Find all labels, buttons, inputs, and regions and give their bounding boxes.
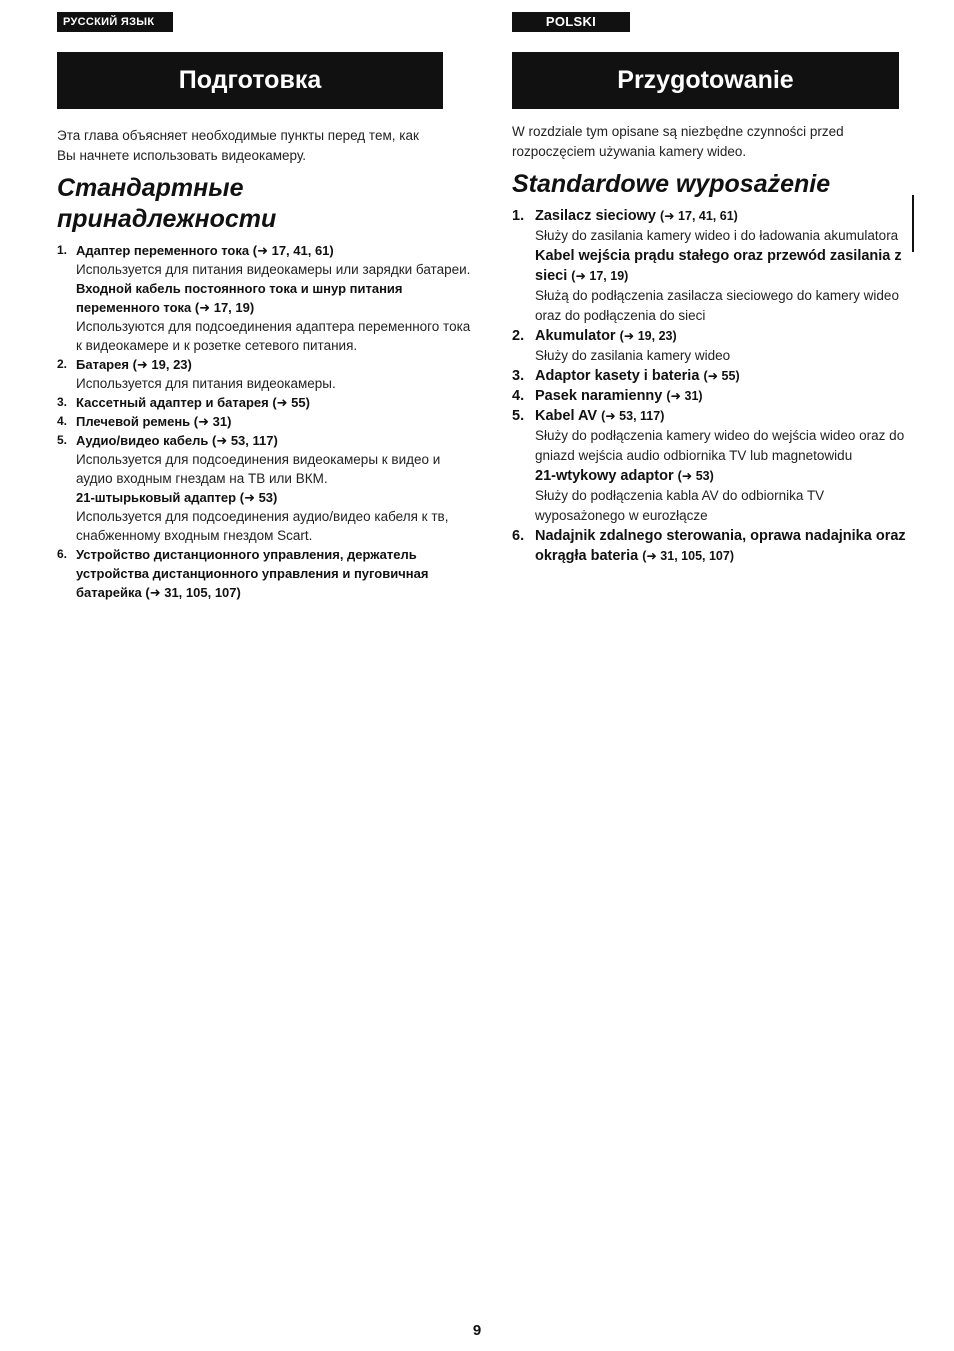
chapter-title: Подготовка [57,52,443,109]
item-description: Służy do zasilania kamery wideo i do ładowania akumulatora [535,228,899,243]
list-item [57,545,477,602]
item-title [535,206,907,226]
item-number: 2. [512,328,525,344]
item-description: Используется для питания видеокамеры или зарядки батареи. [76,262,471,277]
item-title-text: Батарея [76,357,129,372]
page-reference: (➜ 17, 19) [571,269,629,283]
chapter-title: Przygotowanie [512,52,899,109]
list-item [512,406,907,526]
item-number: 4. [57,414,68,428]
accessory-list [57,241,477,602]
sub-item-description: Используются для подсоединения адаптера переменного тока к видеокамере и к розетке сетевого питания. [76,319,471,353]
page-reference: (➜ 53) [677,469,714,483]
sub-item-title [76,488,477,507]
page-reference: (➜ 31) [666,389,703,403]
item-title-text: Zasilacz sieciowy [535,208,656,224]
page-reference: (➜ 31, 105, 107) [145,585,241,600]
language-tag: РУССКИЙ ЯЗЫК [57,12,173,32]
item-number: 5. [57,433,68,447]
sub-item-description: Służą do podłączenia zasilacza sieciowego do kamery wideo oraz do podłączenia do sieci [535,288,899,323]
margin-marker-line [912,195,914,252]
intro-text: W rozdziale tym opisane są niezbędne czynności przed rozpoczęciem używania kamery wideo. [512,124,844,159]
item-title [535,326,907,346]
item-number: 3. [57,395,68,409]
sub-item-title-text: Входной кабель постоянного тока и шнур питания переменного тока [76,281,403,315]
sub-item-description: Используется для подсоединения аудио/видео кабеля к тв, снабженному входным гнездом Scart. [76,509,449,543]
list-item [57,393,477,412]
item-title-text: Adaptor kasety i bateria [535,368,700,384]
page-reference: (➜ 19, 23) [619,329,677,343]
item-title [535,526,907,566]
item-number: 1. [512,208,525,224]
item-number: 1. [57,243,68,257]
intro-text: Эта глава объясняет необходимые пункты перед тем, как Вы начнете использовать видеокамеру. [57,128,419,163]
list-item [57,431,477,545]
item-number: 4. [512,388,525,404]
item-number: 2. [57,357,68,371]
sub-item-description: Służy do podłączenia kabla AV do odbiornika TV wyposażonego w eurozłącze [535,488,825,523]
item-title-text: Устройство дистанционного управления, держатель устройства дистанционного управления и пуговичная батарейка [76,547,429,600]
list-item [57,241,477,355]
item-title [76,241,477,260]
page-reference: (➜ 19, 23) [132,357,192,372]
page-number: 9 [472,1322,482,1339]
item-title-text: Akumulator [535,328,616,344]
sub-item-title [535,466,907,486]
accessory-list [512,206,907,566]
item-description: Służy do podłączenia kamery wideo do wejścia wideo oraz do gniazd wejścia audio odbiornika TV lub magnetowidu [535,428,905,463]
page-reference: (➜ 31, 105, 107) [642,549,734,563]
item-title [76,412,477,431]
item-title [535,366,907,386]
item-title [535,406,907,426]
item-number: 6. [57,547,68,561]
item-title [76,355,477,374]
item-number: 3. [512,368,525,384]
item-description: Используется для подсоединения видеокамеры к видео и аудио входным гнездам на ТВ или ВКМ. [76,452,441,486]
section-heading: Standardowe wyposażenie [512,170,831,198]
page-reference: (➜ 17, 41, 61) [659,209,738,223]
list-item [57,412,477,431]
list-item [512,366,907,386]
item-title [76,545,477,602]
item-title-text: Плечевой ремень [76,414,191,429]
page-reference: (➜ 53, 117) [601,409,665,423]
list-item [512,326,907,366]
page-reference: (➜ 53, 117) [211,433,278,448]
page-reference: (➜ 53) [239,490,278,505]
item-title [535,386,907,406]
page-reference: (➜ 55) [703,369,740,383]
item-number: 5. [512,408,525,424]
page-reference: (➜ 17, 41, 61) [252,243,334,258]
list-item [512,206,907,326]
item-title [76,393,477,412]
item-title [76,431,477,450]
sub-item-title-text: 21-штырьковый адаптер [76,490,237,505]
sub-item-title-text: Kabel wejścia prądu stałego oraz przewód zasilania z sieci [535,248,902,284]
item-title-text: Nadajnik zdalnego sterowania, oprawa nadajnika oraz okrągła bateria [535,528,906,564]
sub-item-title-text: 21-wtykowy adaptor [535,468,674,484]
section-heading: Стандартные принадлежности [57,174,277,233]
item-number: 6. [512,528,525,544]
item-description: Służy do zasilania kamery wideo [535,348,731,363]
item-title-text: Кассетный адаптер и батарея [76,395,269,410]
page-reference: (➜ 31) [193,414,232,429]
page-reference: (➜ 55) [272,395,310,410]
item-title-text: Kabel AV [535,408,598,424]
page-reference: (➜ 17, 19) [194,300,255,315]
item-title-text: Pasek naramienny [535,388,663,404]
list-item [512,386,907,406]
item-title-text: Аудио/видео кабель [76,433,209,448]
item-description: Используется для питания видеокамеры. [76,376,336,391]
sub-item-title [76,279,477,317]
sub-item-title [535,246,907,286]
list-item [512,526,907,566]
item-title-text: Адаптер переменного тока [76,243,250,258]
language-tag: POLSKI [512,12,630,32]
list-item [57,355,477,393]
